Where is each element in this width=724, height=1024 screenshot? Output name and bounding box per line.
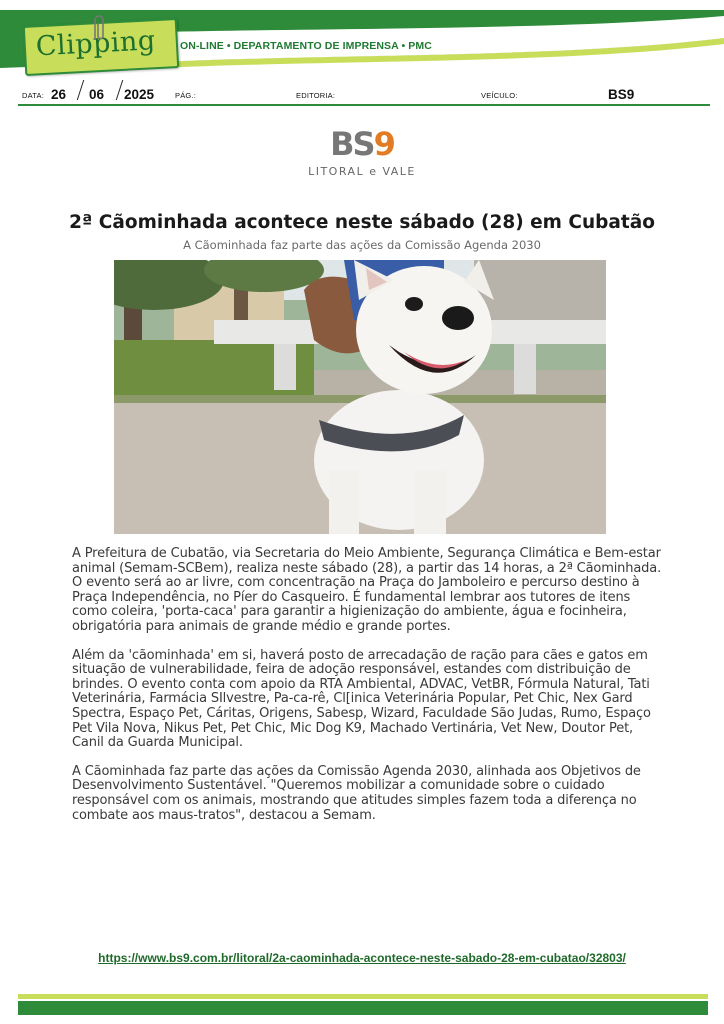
article-paragraph: A Prefeitura de Cubatão, via Secretaria do Meio Ambiente, Segurança Climática e Bem-estar animal (Semam-SCBem), realiza neste sábado (28), a partir das 14 horas, a 2ª Cãominhada. O evento será ao ar livre, com concentração na Praça do Jamboleiro e percurso destino à Praça Independência, no Píer do Casqueiro. É fundamental lembrar aos tutores de itens como coleira, 'porta-caca' para garantir a higienização do ambiente, água e focinheira, obrigatória para animais de grande médio e grande portes. xyxy=(72,546,662,634)
page-label: PÁG.: xyxy=(175,91,197,100)
date-month: 06 xyxy=(89,87,105,102)
date-separator xyxy=(77,80,84,100)
source-url-link[interactable]: https://www.bs9.com.br/litoral/2a-caominhada-acontece-neste-sabado-28-em-cubatao/32803/ xyxy=(98,951,626,965)
footer-band xyxy=(0,994,724,1024)
article-paragraph: A Cãominhada faz parte das ações da Comissão Agenda 2030, alinhada aos Objetivos de Desenvolvimento Sustentável. "Queremos mobilizar a comunidade sobre o cuidado responsável com os animais, mostrando que atitudes simples fazem toda a diferença no combate aos maus-tratos", destacou a Semam. xyxy=(72,763,641,823)
dog-photo-illustration xyxy=(114,260,606,534)
date-year: 2025 xyxy=(124,87,155,102)
bs9-logo-subtitle: LITORAL e VALE xyxy=(308,165,416,178)
article-title: 2ª Cãominhada acontece neste sábado (28) em Cubatão xyxy=(69,212,655,233)
date-label: DATA: xyxy=(22,91,44,100)
article-photo xyxy=(114,260,606,534)
vehicle-label: VEÍCULO: xyxy=(481,91,518,100)
article-subtitle: A Cãominhada faz parte das ações da Comissão Agenda 2030 xyxy=(183,238,541,252)
bs9-logo-mark: BS9 xyxy=(330,125,394,163)
metadata-row xyxy=(20,82,710,106)
date-day: 26 xyxy=(51,87,67,102)
clipping-badge-text: Clipping xyxy=(35,25,157,63)
paperclip-icon xyxy=(89,14,111,42)
metadata-divider xyxy=(18,104,710,106)
section-label: EDITORIA: xyxy=(296,91,336,100)
article-body xyxy=(72,547,662,837)
date-separator xyxy=(116,80,123,100)
bs9-logo xyxy=(300,127,424,178)
header-tagline: ON-LINE • DEPARTAMENTO DE IMPRENSA • PMC xyxy=(180,40,432,52)
vehicle-value: BS9 xyxy=(608,87,635,102)
article-paragraph: Além da 'cãominhada' em si, haverá posto de arrecadação de ração para cães e gatos em situação de vulnerabilidade, feira de adoção responsável, estandes com distribuição de brindes. O evento conta com apoio da RTA Ambiental, ADVAC, VetBR, Fórmula Natural, Tati Veterinária, Farmácia SIlvestre, Pa-ca-rê, Cl[inica Veterinária Popular, Pet Chic, Nex Gard Spectra, Espaço Pet, Cáritas, Origens, Sabesp, Wizard, Faculdade São Judas, Rumo, Espaço Pet Vila Nova, Nikus Pet, Pet Chic, Mic Dog K9, Machado Vertinária, Vet New, Doutor Pet, Canil da Guarda Municipal. xyxy=(72,647,651,751)
